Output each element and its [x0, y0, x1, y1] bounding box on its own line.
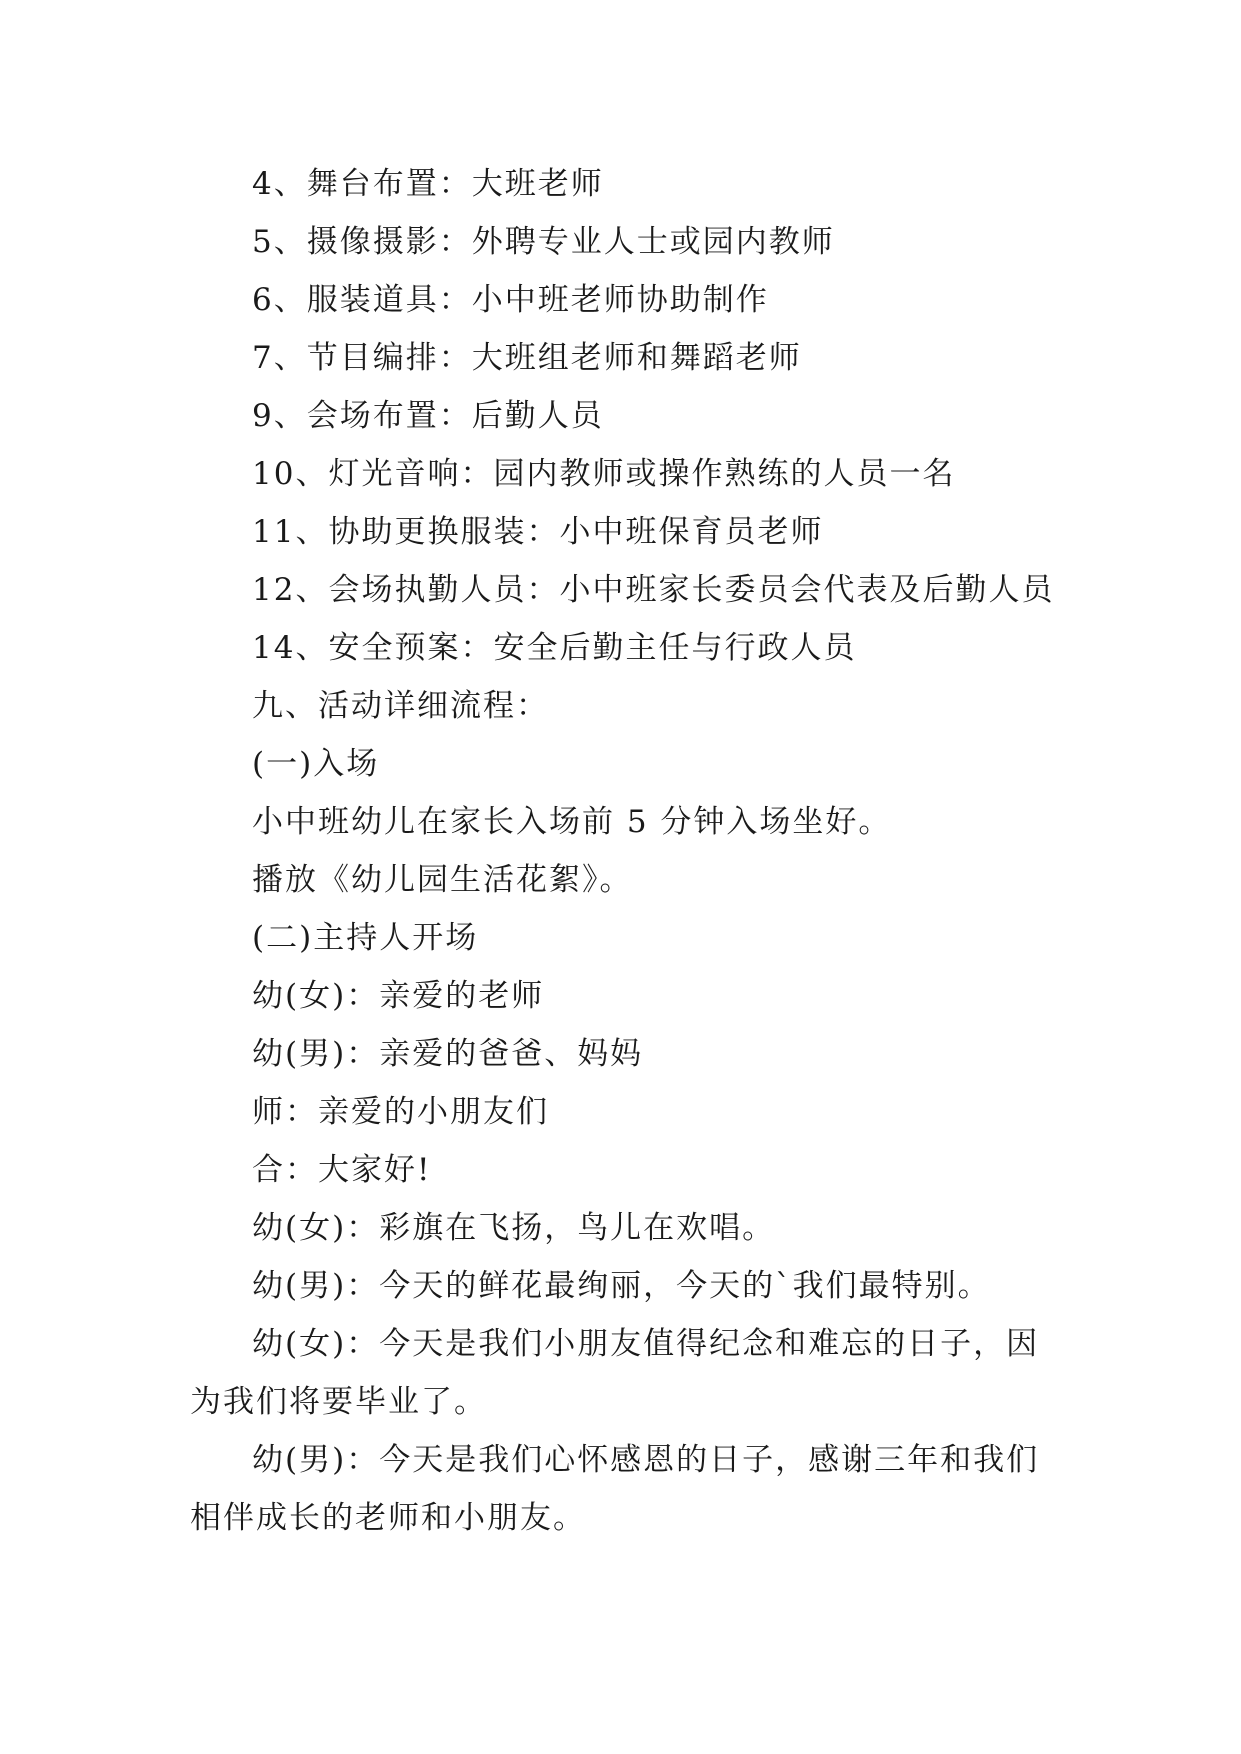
text-line: 5、摄像摄影：外聘专业人士或园内教师	[252, 224, 835, 260]
dialogue-line: 幼(女)：彩旗在飞扬，鸟儿在欢唱。	[252, 1210, 776, 1246]
text-line: 6、服装道具：小中班老师协助制作	[252, 282, 769, 318]
dialogue-line: 师：亲爱的小朋友们	[252, 1094, 549, 1130]
text-line: 14、安全预案：安全后勤主任与行政人员	[252, 630, 857, 666]
subsection-heading: (一)入场	[252, 746, 380, 782]
document-body	[190, 155, 1060, 1547]
paragraph-continuation: 为我们将要毕业了。	[190, 1384, 487, 1420]
text-line: 播放《幼儿园生活花絮》。	[252, 862, 633, 898]
text-line: 7、节目编排：大班组老师和舞蹈老师	[252, 340, 802, 376]
dialogue-line: 幼(男)：今天的鲜花最绚丽，今天的`我们最特别。	[252, 1268, 991, 1304]
dialogue-paragraph	[190, 1315, 1060, 1431]
paragraph-first-line: 幼(男)：今天是我们心怀感恩的日子，感谢三年和我们	[252, 1442, 1040, 1478]
paragraph-first-line: 幼(女)：今天是我们小朋友值得纪念和难忘的日子，因	[252, 1326, 1040, 1362]
text-line: 10、灯光音响：园内教师或操作熟练的人员一名	[252, 456, 956, 492]
text-line: 12、会场执勤人员：小中班家长委员会代表及后勤人员	[252, 572, 1055, 608]
dialogue-line: 幼(男)：亲爱的爸爸、妈妈	[252, 1036, 644, 1072]
dialogue-paragraph	[190, 1431, 1060, 1547]
text-line: 9、会场布置：后勤人员	[252, 398, 604, 434]
subsection-heading: (二)主持人开场	[252, 920, 479, 956]
text-line: 小中班幼儿在家长入场前 5 分钟入场坐好。	[252, 804, 892, 840]
paragraph-continuation: 相伴成长的老师和小朋友。	[190, 1500, 586, 1536]
section-heading: 九、活动详细流程：	[252, 688, 549, 724]
dialogue-line: 合：大家好!	[252, 1152, 432, 1188]
text-line: 11、协助更换服装：小中班保育员老师	[252, 514, 824, 550]
text-line: 4、舞台布置：大班老师	[252, 166, 604, 202]
dialogue-line: 幼(女)：亲爱的老师	[252, 978, 545, 1014]
